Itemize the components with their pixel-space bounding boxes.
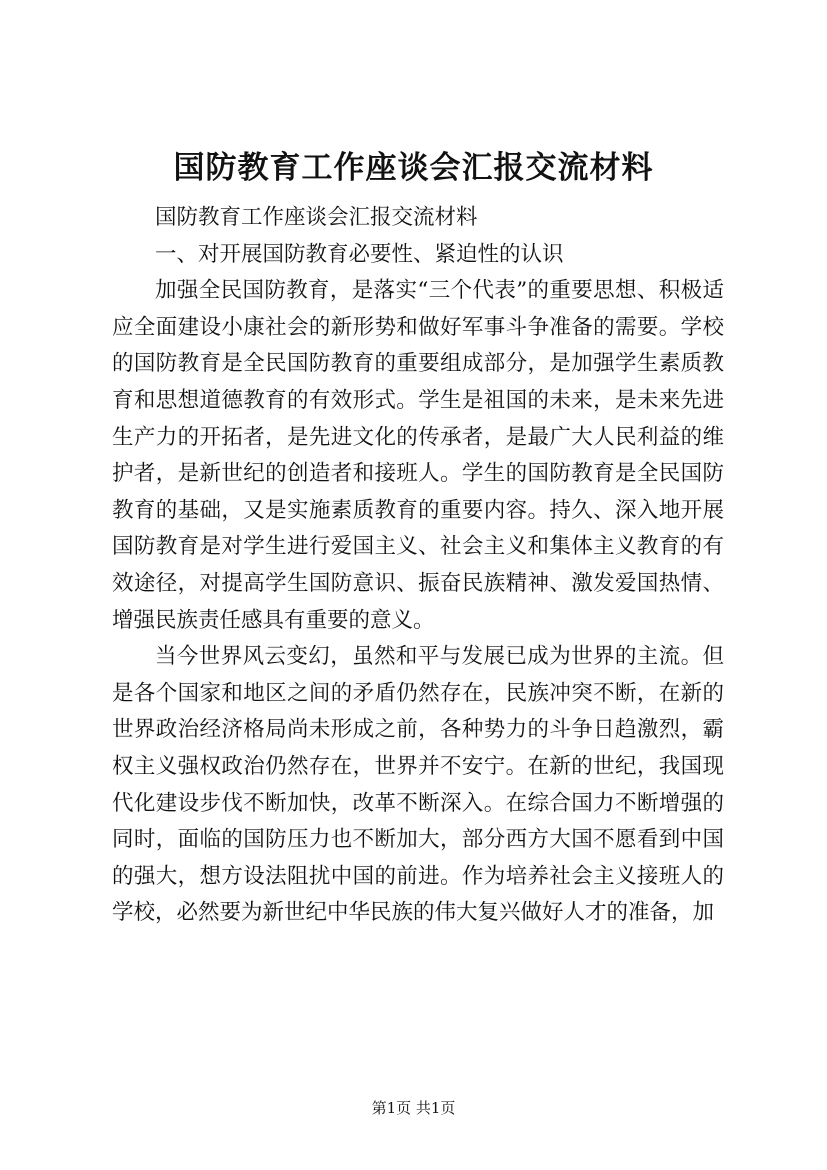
document-body [112, 200, 724, 932]
page-footer: 第1页 共1页 [371, 1099, 456, 1117]
paragraph-body: 当今世界风云变幻，虽然和平与发展已成为世界的主流。但是各个国家和地区之间的矛盾仍然存在，民族冲突不断，在新的世界政治经济格局尚未形成之前，各种势力的斗争日趋激烈，霸权主义强权政治仍然存在，世界并不安宁。在新的世纪，我国现代化建设步伐不断加快，改革不断深入。在综合国力不断增强的同时，面临的国防压力也不断加大，部分西方大国不愿看到中国的强大，想方设法阻扰中国的前进。作为培养社会主义接班人的学校，必然要为新世纪中华民族的伟大复兴做好人才的准备，加 [112, 644, 724, 926]
document-title: 国防教育工作座谈会汇报交流材料 [173, 150, 654, 186]
paragraph-body: 加强全民国防教育，是落实“三个代表”的重要思想、积极适应全面建设小康社会的新形势和做好军事斗争准备的需要。学校的国防教育是全民国防教育的重要组成部分，是加强学生素质教育和思想道德教育的有效形式。学生是祖国的未来，是未来先进生产力的开拓者，是先进文化的传承者，是最广大人民利益的维护者，是新世纪的创造者和接班人。学生的国防教育是全民国防教育的基础，又是实施素质教育的重要内容。持久、深入地开展国防教育是对学生进行爱国主义、社会主义和集体主义教育的有效途径，对提高学生国防意识、振奋民族精神、激发爱国热情、增强民族责任感具有重要的意义。 [112, 278, 724, 633]
paragraph-heading: 一、对开展国防教育必要性、紧迫性的认识 [155, 241, 564, 267]
paragraph-subtitle: 国防教育工作座谈会汇报交流材料 [155, 205, 478, 230]
